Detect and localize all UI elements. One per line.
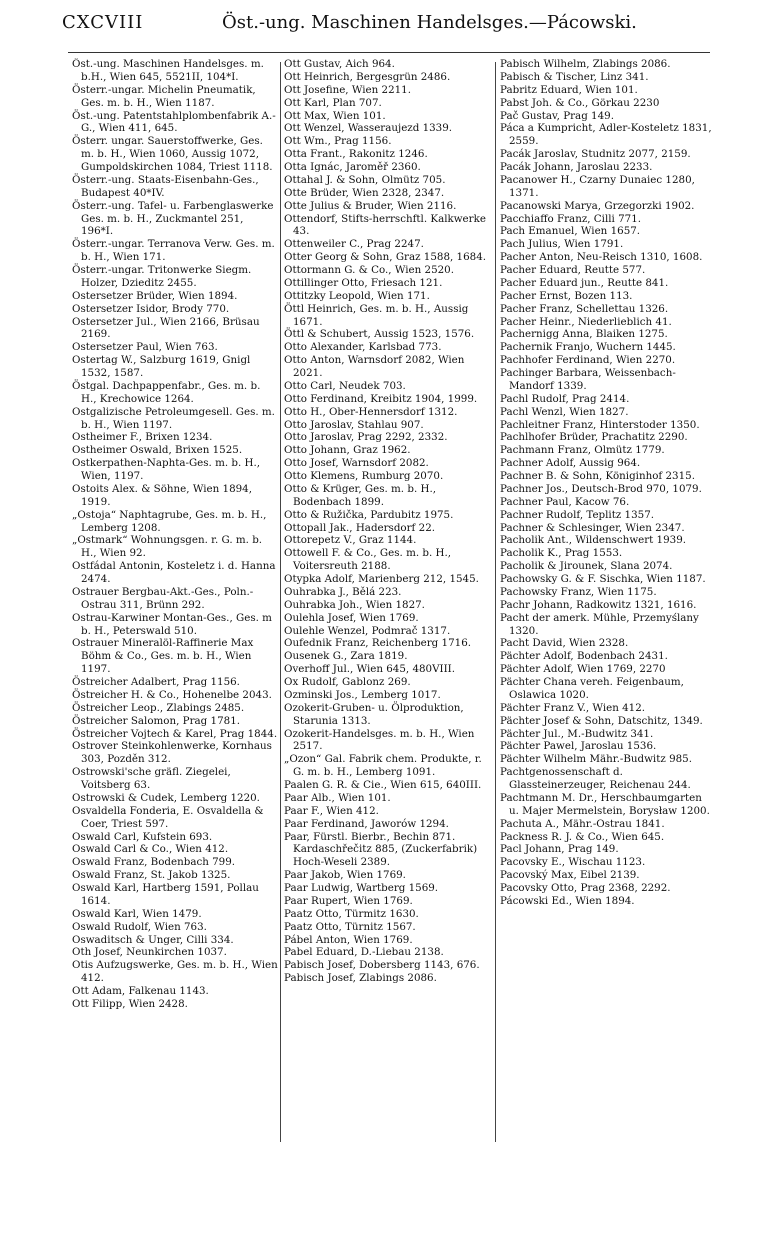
directory-entry: Pacholik & Jirounek, Slana 2074. bbox=[500, 560, 673, 573]
directory-entry: Ott Gustav, Aich 964. bbox=[284, 58, 395, 70]
directory-entry: Ostrauer Mineralöl-Raffinerie Max Böhm & Co., Ges. m. b. H., Wien 1197. bbox=[72, 637, 254, 676]
directory-entry: Östreicher Adalbert, Prag 1156. bbox=[72, 676, 240, 688]
directory-entry: Pachowsky G. & F. Sischka, Wien 1187. bbox=[500, 573, 706, 585]
directory-entry: Ostertag W., Salzburg 1619, Gnigl 1532, 1587. bbox=[72, 354, 251, 379]
directory-entry: Pachr Johann, Radkowitz 1321, 1616. bbox=[500, 598, 697, 611]
directory-entry: Pachner Adolf, Aussig 964. bbox=[500, 457, 641, 470]
directory-entry: Ouhrabka J., Bělá 223. bbox=[284, 585, 402, 598]
directory-entry: Ostfádal Antonin, Kosteletz i. d. Hanna 2474. bbox=[72, 560, 276, 585]
column-divider bbox=[495, 62, 496, 1142]
directory-entry: Oswaditsch & Unger, Cilli 334. bbox=[72, 933, 234, 946]
directory-entry: Ott Wenzel, Wasseraujezd 1339. bbox=[284, 122, 453, 135]
directory-entry: Pacák Jaroslav, Studnitz 2077, 2159. bbox=[500, 148, 691, 161]
directory-entry: Ott Adam, Falkenau 1143. bbox=[72, 985, 209, 997]
directory-entry: Öst.-ung. Maschinen Handelsges. m. b.H., Wien 645, 5521II, 104*I. bbox=[72, 58, 264, 83]
directory-entry: Paalen G. R. & Cie., Wien 615, 640III. bbox=[284, 779, 482, 791]
directory-entry: Ostersetzer Paul, Wien 763. bbox=[72, 341, 218, 354]
directory-entry: Oswald Karl, Wien 1479. bbox=[72, 907, 202, 920]
directory-entry: „Ostoja“ Naphtagrube, Ges. m. b. H., Lemberg 1208. bbox=[72, 508, 267, 534]
directory-entry: Oswald Franz, Bodenbach 799. bbox=[72, 856, 236, 869]
directory-entry: Österr.-ung. Tafel- u. Farbenglaswerke Ges. m. b. H., Zuckmantel 251, 196*I. bbox=[72, 199, 274, 238]
directory-entry: Paar Alb., Wien 101. bbox=[284, 791, 391, 804]
directory-entry: Oulehle Wenzel, Podmrač 1317. bbox=[284, 624, 451, 637]
directory-entry: Pabisch Wilhelm, Zlabings 2086. bbox=[500, 58, 671, 70]
directory-entry: Ottorepetz V., Graz 1144. bbox=[284, 534, 417, 547]
directory-entry: Pächter Chana vereh. Feigenbaum, Oslawica 1020. bbox=[500, 676, 684, 701]
directory-entry: Pachtgenossenschaft d. Glassteinerzeuger, Reichenau 244. bbox=[500, 766, 691, 791]
directory-entry: Ostrau-Karwiner Montan-Ges., Ges. m b. H., Peterswald 510. bbox=[72, 611, 272, 637]
directory-entry: Pachmann Franz, Olmütz 1779. bbox=[500, 444, 665, 457]
directory-entry: Paar Rupert, Wien 1769. bbox=[284, 894, 413, 907]
directory-entry: Pächter Adolf, Wien 1769, 2270 bbox=[500, 663, 666, 676]
directory-entry: Ottenweiler C., Prag 2247. bbox=[284, 238, 424, 251]
directory-entry: Oswald Carl, Kufstein 693. bbox=[72, 830, 213, 843]
directory-entry: Paatz Otto, Türnitz 1567. bbox=[284, 920, 416, 933]
directory-entry: Pachlhofer Brüder, Prachatitz 2290. bbox=[500, 431, 688, 444]
directory-entry: Ouhrabka Joh., Wien 1827. bbox=[284, 598, 425, 611]
directory-entry: Otto Johann, Graz 1962. bbox=[284, 444, 411, 457]
page-number: CXCVIII bbox=[62, 12, 144, 33]
directory-entry: Ostrowski & Cudek, Lemberg 1220. bbox=[72, 791, 260, 804]
column-divider bbox=[280, 62, 281, 1142]
directory-entry: Otte Brüder, Wien 2328, 2347. bbox=[284, 186, 445, 199]
directory-entry: Ott Filipp, Wien 2428. bbox=[72, 997, 188, 1010]
directory-entry: Pabel Eduard, D.-Liebau 2138. bbox=[284, 946, 444, 959]
directory-entry: Pächter Franz V., Wien 412. bbox=[500, 701, 646, 714]
directory-entry: Pächter Pawel, Jaroslau 1536. bbox=[500, 740, 657, 753]
directory-entry: Pachner Paul, Kacow 76. bbox=[500, 495, 630, 508]
directory-entry: Österr.-ungar. Terranova Verw. Ges. m. b. H., Wien 171. bbox=[72, 238, 275, 264]
directory-entry: Otypka Adolf, Marienberg 212, 1545. bbox=[284, 573, 479, 585]
directory-entry: Paar, Fürstl. Bierbr., Bechin 871. Kardaschřečitz 885, (Zuckerfabrik) Hoch-Weseli 2389. bbox=[284, 830, 478, 869]
directory-entry: Pachtmann M. Dr., Herschbaumgarten u. Majer Mermelstein, Borysław 1200. bbox=[500, 791, 710, 817]
directory-entry: Pachner B. & Sohn, Königinhof 2315. bbox=[500, 470, 695, 482]
directory-entry: Ozokerit-Gruben- u. Ölproduktion, Starunia 1313. bbox=[284, 701, 464, 727]
directory-entry: Otto Carl, Neudek 703. bbox=[284, 379, 406, 392]
directory-entry: Ottopall Jak., Hadersdorf 22. bbox=[284, 521, 436, 534]
directory-entry: Pabisch & Tischer, Linz 341. bbox=[500, 70, 649, 83]
column-left bbox=[72, 58, 278, 1153]
directory-entry: Oulehla Josef, Wien 1769. bbox=[284, 611, 419, 624]
directory-entry: Ostersetzer Jul., Wien 2166, Brüsau 2169. bbox=[72, 315, 260, 341]
directory-entry: Pacher Ernst, Bozen 113. bbox=[500, 289, 633, 302]
directory-entry: Pacher Eduard, Reutte 577. bbox=[500, 264, 646, 276]
directory-entry: Otto Anton, Warnsdorf 2082, Wien 2021. bbox=[284, 354, 465, 379]
directory-entry: Pachernik Franjo, Wuchern 1445. bbox=[500, 341, 676, 354]
directory-entry: Ostersetzer Brüder, Wien 1894. bbox=[72, 289, 238, 302]
directory-entry: Otto Alexander, Karlsbad 773. bbox=[284, 341, 442, 354]
directory-entry: Oufednik Franz, Reichenberg 1716. bbox=[284, 637, 472, 650]
directory-entry: Otto Josef, Warnsdorf 2082. bbox=[284, 457, 429, 470]
directory-entry: Otte Julius & Bruder, Wien 2116. bbox=[284, 199, 457, 212]
directory-entry: Pacák Johann, Jaroslau 2233. bbox=[500, 161, 653, 173]
directory-entry: Ostersetzer Isidor, Brody 770. bbox=[72, 302, 230, 315]
directory-entry: Ostheimer Oswald, Brixen 1525. bbox=[72, 444, 243, 457]
directory-entry: Otto H., Ober-Hennersdorf 1312. bbox=[284, 405, 458, 418]
directory-entry: Öttl Heinrich, Ges. m. b. H., Aussig 1671. bbox=[284, 302, 469, 328]
directory-entry: Ousenek G., Zara 1819. bbox=[284, 650, 408, 663]
directory-entry: Pabst Joh. & Co., Görkau 2230 bbox=[500, 96, 660, 109]
directory-entry: Östreicher H. & Co., Hohenelbe 2043. bbox=[72, 688, 272, 701]
directory-entry: Packness R. J. & Co., Wien 645. bbox=[500, 830, 665, 843]
directory-entry: Overhoff Jul., Wien 645, 480VIII. bbox=[284, 663, 456, 676]
directory-entry: Pacchiaffo Franz, Cilli 771. bbox=[500, 212, 642, 225]
directory-entry: Oth Josef, Neunkirchen 1037. bbox=[72, 946, 227, 959]
directory-entry: Östreicher Vojtech & Karel, Prag 1844. bbox=[72, 727, 278, 740]
directory-entry: Pábel Anton, Wien 1769. bbox=[284, 933, 413, 946]
directory-entry: Otto Jaroslav, Prag 2292, 2332. bbox=[284, 431, 448, 444]
directory-entry: Otto & Krüger, Ges. m. b. H., Bodenbach 1899. bbox=[284, 482, 437, 508]
directory-entry: Pach Emanuel, Wien 1657. bbox=[500, 225, 641, 238]
directory-entry: Paatz Otto, Türmitz 1630. bbox=[284, 907, 419, 920]
directory-entry: Osvaldella Fonderia, E. Osvaldella & Coer, Triest 597. bbox=[72, 804, 264, 830]
directory-entry: „Ostmark“ Wohnungsgen. r. G. m. b. H., Wien 92. bbox=[72, 534, 263, 560]
directory-entry: Pabritz Eduard, Wien 101. bbox=[500, 83, 638, 96]
directory-entry: Pach Julius, Wien 1791. bbox=[500, 238, 624, 251]
directory-entry: Österr.-ungar. Michelin Pneumatik, Ges. m. b. H., Wien 1187. bbox=[72, 83, 256, 109]
directory-entry: Pachuta A., Mähr.-Ostrau 1841. bbox=[500, 817, 665, 830]
column-middle bbox=[284, 58, 492, 1153]
directory-entry: Pachner Jos., Deutsch-Brod 970, 1079. bbox=[500, 482, 702, 495]
directory-entry: „Ozon“ Gal. Fabrik chem. Produkte, r. G. m. b. H., Lemberg 1091. bbox=[284, 753, 482, 779]
directory-entry: Pächter Jul., M.-Budwitz 341. bbox=[500, 727, 654, 740]
directory-entry: Paar Jakob, Wien 1769. bbox=[284, 869, 406, 882]
directory-entry: Pachner Rudolf, Teplitz 1357. bbox=[500, 508, 655, 521]
column-right bbox=[500, 58, 712, 1153]
directory-entry: Otis Aufzugswerke, Ges. m. b. H., Wien 412. bbox=[72, 959, 278, 985]
directory-entry: Ott Josefine, Wien 2211. bbox=[284, 83, 412, 96]
directory-entry: Páca a Kumpricht, Adler-Kosteletz 1831, 2559. bbox=[500, 122, 712, 148]
directory-entry: Otto Jaroslav, Stahlau 907. bbox=[284, 418, 424, 431]
directory-entry: Öst.-ung. Patentstahlplombenfabrik A.-G., Wien 411, 645. bbox=[72, 109, 276, 135]
directory-entry: Österr. ungar. Sauerstoffwerke, Ges. m. b. H., Wien 1060, Aussig 1072, Gumpoldskirchen 1084, Triest 1118. bbox=[72, 135, 273, 173]
directory-entry: Östgal. Dachpappenfabr., Ges. m. b. H., Krechowice 1264. bbox=[72, 379, 261, 405]
directory-entry: Pachleitner Franz, Hinterstoder 1350. bbox=[500, 418, 700, 431]
directory-entry: Pabisch Josef, Zlabings 2086. bbox=[284, 972, 437, 985]
directory-entry: Pacher Eduard jun., Reutte 841. bbox=[500, 276, 669, 289]
directory-entry: Pacht der amerk. Mühle, Przemyślany 1320. bbox=[500, 611, 699, 637]
directory-entry: Pachl Wenzl, Wien 1827. bbox=[500, 405, 629, 418]
directory-entry: Österr.-ungar. Tritonwerke Siegm. Holzer, Dziedіtz 2455. bbox=[72, 264, 252, 289]
directory-entry: Pachl Rudolf, Prag 2414. bbox=[500, 392, 630, 405]
directory-entry: Otto Klemens, Rumburg 2070. bbox=[284, 470, 444, 482]
directory-entry: Ott Karl, Plan 707. bbox=[284, 96, 382, 109]
directory-entry: Ottillinger Otto, Friesach 121. bbox=[284, 276, 443, 289]
directory-entry: Ott Heinrich, Bergesgrün 2486. bbox=[284, 70, 451, 83]
directory-entry: Ott Max, Wien 101. bbox=[284, 109, 386, 122]
directory-entry: Ostheimer F., Brixen 1234. bbox=[72, 431, 213, 444]
directory-entry: Pacher Anton, Neu-Reisch 1310, 1608. bbox=[500, 251, 703, 264]
directory-entry: Paar Ferdinand, Jaworów 1294. bbox=[284, 817, 449, 830]
directory-entry: Oswald Karl, Hartberg 1591, Pollau 1614. bbox=[72, 882, 259, 907]
directory-entry: Ozminski Jos., Lemberg 1017. bbox=[284, 688, 441, 701]
header-rule bbox=[68, 52, 710, 53]
directory-entry: Otta Frant., Rakonitz 1246. bbox=[284, 148, 428, 161]
directory-entry: Ottahal J. & Sohn, Olmütz 705. bbox=[284, 173, 446, 186]
directory-entry: Otta Ignác, Jaroměř 2360. bbox=[284, 161, 421, 173]
directory-entry: Pacher Franz, Schellettau 1326. bbox=[500, 302, 669, 315]
directory-entry: Ottendorf, Stifts-herrschftl. Kalkwerke 43. bbox=[284, 212, 486, 238]
directory-entry: Ottormann G. & Co., Wien 2520. bbox=[284, 264, 455, 276]
directory-entry: Ostoits Alex. & Söhne, Wien 1894, 1919. bbox=[72, 482, 252, 508]
directory-entry: Ott Wm., Prag 1156. bbox=[284, 135, 392, 148]
directory-entry: Pač Gustav, Prag 149. bbox=[500, 109, 614, 122]
directory-entry: Pachinger Barbara, Weissenbach-Mandorf 1339. bbox=[500, 367, 676, 392]
directory-entry: Pabisch Josef, Dobersberg 1143, 676. bbox=[284, 959, 480, 972]
directory-entry: Ostrauer Bergbau-Akt.-Ges., Poln.-Ostrau 311, Brünn 292. bbox=[72, 585, 254, 611]
directory-entry: Pächter Adolf, Bodenbach 2431. bbox=[500, 650, 668, 663]
directory-entry: Ostrover Steinkohlenwerke, Kornhaus 303, Pozděn 312. bbox=[72, 740, 272, 766]
directory-entry: Otto Ferdinand, Kreibitz 1904, 1999. bbox=[284, 392, 478, 405]
directory-entry: Pacanowski Marya, Grzegorzki 1902. bbox=[500, 199, 695, 212]
directory-entry: Pacovský Max, Eibel 2139. bbox=[500, 869, 640, 882]
directory-entry: Otter Georg & Sohn, Graz 1588, 1684. bbox=[284, 251, 487, 264]
directory-entry: Otto & Ružička, Pardubitz 1975. bbox=[284, 508, 454, 521]
directory-entry: Pacovsky E., Wischau 1123. bbox=[500, 856, 646, 869]
running-title: Öst.-ung. Maschinen Handelsges.—Pácowski. bbox=[222, 12, 637, 33]
directory-entry: Öttl & Schubert, Aussig 1523, 1576. bbox=[284, 328, 475, 341]
directory-entry: Pächter Wilhelm Mähr.-Budwitz 985. bbox=[500, 753, 692, 766]
directory-entry: Ottowell F. & Co., Ges. m. b. H., Voitersreuth 2188. bbox=[284, 547, 452, 573]
directory-entry: Pachowsky Franz, Wien 1175. bbox=[500, 585, 657, 598]
directory-entry: Paar F., Wien 412. bbox=[284, 804, 379, 817]
directory-entry: Östreicher Salomon, Prag 1781. bbox=[72, 714, 241, 727]
directory-entry: Pacht David, Wien 2328. bbox=[500, 637, 629, 650]
directory-entry: Pachhofer Ferdinand, Wien 2270. bbox=[500, 354, 676, 367]
directory-entry: Pacholik Ant., Wildenschwert 1939. bbox=[500, 534, 687, 547]
directory-entry: Paar Ludwig, Wartberg 1569. bbox=[284, 882, 439, 894]
directory-entry: Pacher Heinr., Niederlieblich 41. bbox=[500, 315, 672, 328]
directory-entry: Oswald Rudolf, Wien 763. bbox=[72, 920, 207, 933]
directory-entry: Pacovsky Otto, Prag 2368, 2292. bbox=[500, 882, 671, 894]
directory-entry: Oswald Franz, St. Jakob 1325. bbox=[72, 869, 231, 882]
directory-entry: Ostkerpathen-Naphta-Ges. m. b. H., Wien, 1197. bbox=[72, 457, 261, 482]
directory-entry: Ottitzky Leopold, Wien 171. bbox=[284, 289, 430, 302]
directory-entry: Österr.-ung. Staats-Eisenbahn-Ges., Budapest 40*IV. bbox=[72, 173, 259, 199]
directory-entry: Ozokerit-Handelsges. m. b. H., Wien 2517. bbox=[284, 727, 475, 753]
directory-entry: Pacholik K., Prag 1553. bbox=[500, 547, 623, 560]
directory-entry: Östreicher Leop., Zlabings 2485. bbox=[72, 701, 245, 714]
directory-entry: Ostgalizische Petroleumgesell. Ges. m. b. H., Wien 1197. bbox=[72, 405, 275, 431]
directory-entry: Pácowski Ed., Wien 1894. bbox=[500, 894, 635, 907]
page-header bbox=[62, 6, 712, 36]
directory-entry: Ostrowski'sche gräfl. Ziegelei, Voitsberg 63. bbox=[72, 766, 231, 791]
directory-entry: Pächter Josef & Sohn, Datschitz, 1349. bbox=[500, 714, 703, 727]
directory-entry: Pacl Johann, Prag 149. bbox=[500, 843, 619, 856]
directory-entry: Oswald Carl & Co., Wien 412. bbox=[72, 843, 229, 856]
directory-entry: Ox Rudolf, Gablonz 269. bbox=[284, 676, 411, 688]
directory-entry: Pachner & Schlesinger, Wien 2347. bbox=[500, 521, 685, 534]
directory-entry: Pacanower H., Czarny Dunaiec 1280, 1371. bbox=[500, 173, 695, 199]
directory-entry: Pachernigg Anna, Blaiken 1275. bbox=[500, 328, 668, 341]
